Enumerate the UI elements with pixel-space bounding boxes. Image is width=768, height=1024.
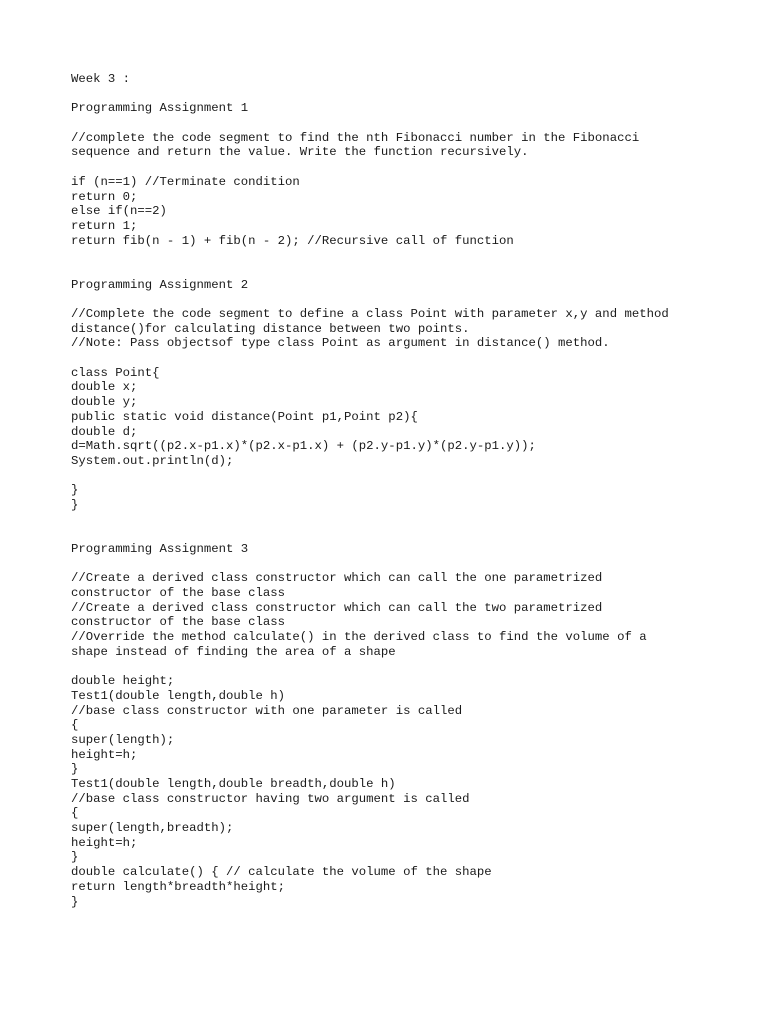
code-line: super(length); — [71, 732, 175, 747]
code-line: } — [71, 483, 79, 498]
code-line: } — [71, 850, 79, 865]
comment-line: //Create a derived class constructor which can call the one parametrized — [71, 571, 603, 586]
spacer — [71, 469, 751, 484]
code-line: double x; — [71, 380, 138, 395]
code-line: if (n==1) //Terminate condition — [71, 174, 300, 189]
code-line: public static void distance(Point p1,Point p2){ — [71, 409, 418, 424]
code-line: return 1; — [71, 218, 138, 233]
comment-line: constructor of the base class — [71, 586, 286, 601]
code-line: height=h; — [71, 835, 138, 850]
spacer — [71, 87, 751, 102]
code-line: super(length,breadth); — [71, 821, 234, 836]
code-line: System.out.println(d); — [71, 453, 234, 468]
assignment-3-comment — [71, 571, 751, 659]
document-page — [71, 72, 751, 909]
assignment-1-code — [71, 175, 751, 248]
comment-line: constructor of the base class — [71, 615, 286, 630]
comment-line: //Complete the code segment to define a class Point with parameter x,y and method — [71, 307, 669, 322]
code-line: double calculate() { // calculate the volume of the shape — [71, 865, 492, 880]
code-line: height=h; — [71, 747, 138, 762]
code-line: Test1(double length,double h) — [71, 688, 286, 703]
assignment-3-title: Programming Assignment 3 — [71, 542, 249, 557]
spacer — [71, 248, 751, 277]
code-line: return 0; — [71, 189, 138, 204]
spacer — [71, 292, 751, 307]
code-line: //base class constructor having two argument is called — [71, 791, 470, 806]
comment-line: sequence and return the value. Write the function recursively. — [71, 145, 529, 160]
comment-line: //Note: Pass objectsof type class Point as argument in distance() method. — [71, 336, 610, 351]
code-line: Test1(double length,double breadth,double h) — [71, 777, 396, 792]
spacer — [71, 116, 751, 131]
code-line: class Point{ — [71, 365, 160, 380]
assignment-1-title: Programming Assignment 1 — [71, 101, 249, 116]
spacer — [71, 660, 751, 675]
comment-line: //complete the code segment to find the nth Fibonacci number in the Fibonacci — [71, 130, 640, 145]
code-line: { — [71, 806, 79, 821]
week-heading: Week 3 : — [71, 72, 131, 86]
comment-line: //Override the method calculate() in the derived class to find the volume of a — [71, 630, 647, 645]
code-line: return length*breadth*height; — [71, 879, 286, 894]
assignment-1-comment — [71, 131, 751, 160]
code-line: double y; — [71, 395, 138, 410]
code-line: { — [71, 718, 79, 733]
code-line: } — [71, 894, 79, 909]
code-line: return fib(n - 1) + fib(n - 2); //Recursive call of function — [71, 233, 514, 248]
spacer — [71, 351, 751, 366]
code-line: else if(n==2) — [71, 204, 167, 219]
code-line: double d; — [71, 424, 138, 439]
comment-line: shape instead of finding the area of a shape — [71, 644, 396, 659]
comment-line: distance()for calculating distance between two points. — [71, 321, 470, 336]
assignment-2-title: Programming Assignment 2 — [71, 277, 249, 292]
code-line: double height; — [71, 674, 175, 689]
assignment-3-code — [71, 674, 751, 909]
code-line: } — [71, 497, 79, 512]
spacer — [71, 557, 751, 572]
code-line: d=Math.sqrt((p2.x-p1.x)*(p2.x-p1.x) + (p2.y-p1.y)*(p2.y-p1.y)); — [71, 439, 536, 454]
assignment-2-code — [71, 366, 751, 469]
comment-line: //Create a derived class constructor which can call the two parametrized — [71, 600, 603, 615]
assignment-2-comment — [71, 307, 751, 351]
spacer — [71, 513, 751, 542]
assignment-2-closing — [71, 483, 751, 512]
code-line: } — [71, 762, 79, 777]
spacer — [71, 160, 751, 175]
code-line: //base class constructor with one parameter is called — [71, 703, 463, 718]
